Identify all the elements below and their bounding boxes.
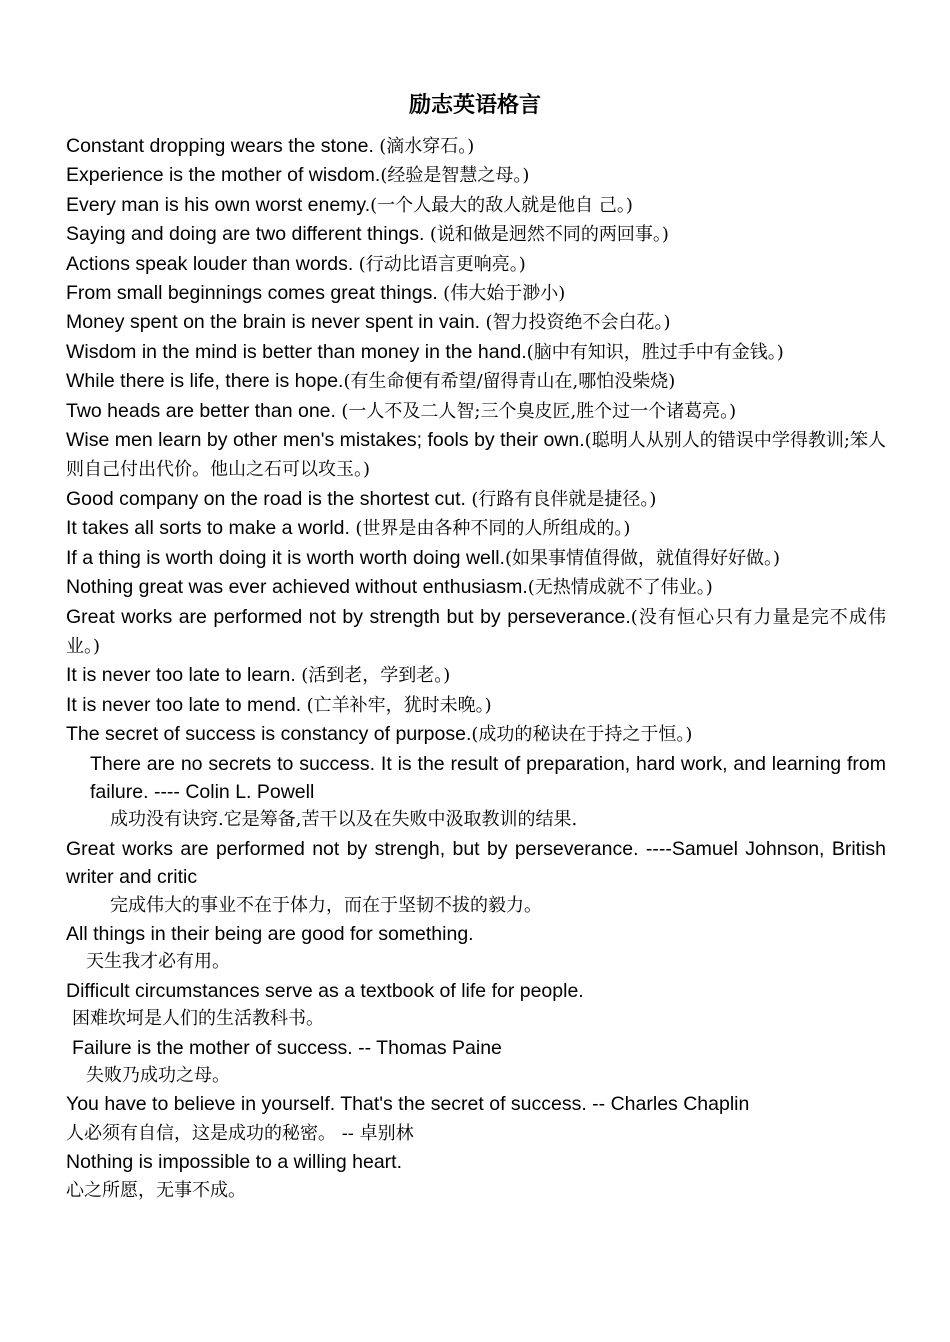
proverb-english: Nothing great was ever achieved without enthusiasm. xyxy=(66,576,528,599)
proverb-line xyxy=(66,720,886,749)
proverb-english: Actions speak louder than words. xyxy=(66,252,359,275)
quote-english: Difficult circumstances serve as a textbook of life for people. xyxy=(66,979,584,1002)
proverb-english: From small beginnings comes great things. xyxy=(66,282,444,305)
proverb-english: The secret of success is constancy of purpose. xyxy=(66,723,472,746)
quote-english: Nothing is impossible to a willing heart. xyxy=(66,1151,402,1174)
proverb-line xyxy=(66,661,886,690)
proverb-chinese: (说和做是迥然不同的两回事。) xyxy=(429,224,669,246)
quote-chinese: 人必须有自信，这是成功的秘密。 xyxy=(66,1122,336,1144)
proverb-chinese: (无热情成就不了伟业。) xyxy=(527,577,713,599)
proverb-english: Wise men learn by other men's mistakes; fools by their own. xyxy=(66,429,585,452)
proverb-english: If a thing is worth doing it is worth worth doing well. xyxy=(66,546,505,569)
proverb-english: Saying and doing are two different things. xyxy=(66,223,430,246)
proverb-chinese: (如果事情值得做，就值得好好做。) xyxy=(504,547,781,569)
proverb-line xyxy=(66,485,886,514)
quote-chinese: 完成伟大的事业不在于体力，而在于坚韧不拔的毅力。 xyxy=(110,894,542,916)
proverb-english: It is never too late to mend. xyxy=(66,693,307,716)
proverb-chinese: (伟大始于渺小) xyxy=(443,283,566,305)
quote-chinese: 天生我才必有用。 xyxy=(86,951,230,973)
proverb-line xyxy=(66,367,886,396)
proverb-chinese: (行动比语言更响亮。) xyxy=(358,253,526,275)
proverb-chinese: (没有恒心只有力量是完不成伟业。) xyxy=(66,606,886,657)
proverb-chinese: (有生命便有希望/留得青山在,哪怕没柴烧) xyxy=(343,371,676,393)
proverb-english: Good company on the road is the shortest cut. xyxy=(66,487,472,510)
proverb-line xyxy=(66,691,886,720)
proverb-chinese: (脑中有知识，胜过手中有金钱。) xyxy=(526,341,784,363)
proverb-line xyxy=(66,250,886,279)
proverb-chinese: (亡羊补牢，犹时未晚。) xyxy=(306,694,492,716)
proverb-english: Constant dropping wears the stone. xyxy=(66,135,380,157)
proverb-line xyxy=(66,308,886,337)
quote-english: There are no secrets to success. It is the result of preparation, hard work, and learning from failure. ---- Colin L. Powell xyxy=(90,752,886,803)
proverb-english: Wisdom in the mind is better than money in the hand. xyxy=(66,340,527,363)
proverb-english: It is never too late to learn. xyxy=(66,664,302,687)
proverb-chinese: (滴水穿石。) xyxy=(379,136,475,157)
proverb-line xyxy=(66,397,886,426)
proverb-chinese: (活到老，学到老。) xyxy=(301,665,451,687)
proverb-english: Two heads are better than one. xyxy=(66,399,342,422)
proverb-line xyxy=(66,338,886,367)
quote-english: You have to believe in yourself. That's the secret of success. -- Charles Chaplin xyxy=(66,1093,750,1116)
proverb-chinese: (行路有良伴就是捷径。) xyxy=(471,488,657,510)
proverb-chinese: (成功的秘诀在于持之于恒。) xyxy=(471,724,693,746)
proverb-line xyxy=(66,603,886,662)
proverb-chinese: (一人不及二人智;三个臭皮匠,胜个过一个诸葛亮。) xyxy=(341,400,737,422)
quote-english: Great works are performed not by strengh, but by perseverance. ----Samuel Johnson, British writer and critic xyxy=(66,837,886,889)
proverb-english: Great works are performed not by strength but by perseverance. xyxy=(66,605,631,628)
proverb-chinese: (聪明人从别人的错误中学得教训;笨人则自己付出代价。他山之石可以攻玉。) xyxy=(66,430,886,481)
proverb-english: While there is life, there is hope. xyxy=(66,370,344,393)
proverb-chinese: (一个人最大的敌人就是他自 己。) xyxy=(370,194,633,216)
proverb-line xyxy=(66,161,886,190)
quote-chinese: 失败乃成功之母。 xyxy=(86,1065,230,1086)
document-body xyxy=(66,132,886,1205)
proverb-line xyxy=(66,573,886,602)
quote-chinese-line xyxy=(66,1119,886,1148)
proverb-line xyxy=(66,220,886,249)
proverb-chinese: (智力投资绝不会白花。) xyxy=(485,312,671,334)
proverb-english: Every man is his own worst enemy. xyxy=(66,193,371,216)
quote-chinese: 心之所愿，无事不成。 xyxy=(66,1179,246,1201)
proverb-chinese: (世界是由各种不同的人所组成的。) xyxy=(355,518,631,540)
quote-english: Failure is the mother of success. -- Thomas Paine xyxy=(72,1036,502,1059)
proverb-english: Experience is the mother of wisdom. xyxy=(66,164,381,187)
proverb-line xyxy=(66,132,886,161)
proverb-english: It takes all sorts to make a world. xyxy=(66,517,356,540)
page-title: 励志英语格言 xyxy=(408,93,541,118)
proverb-line xyxy=(66,426,886,485)
proverb-line xyxy=(66,544,886,573)
proverb-english: Money spent on the brain is never spent in vain. xyxy=(66,311,486,334)
quote-english: All things in their being are good for something. xyxy=(66,922,474,945)
quote-chinese: 成功没有诀窍.它是筹备,苦干以及在失败中汲取教训的结果. xyxy=(110,809,578,831)
quote-chinese: 困难坎坷是人们的生活教科书。 xyxy=(72,1008,324,1030)
proverb-chinese: (经验是智慧之母。) xyxy=(380,165,530,187)
proverb-line xyxy=(66,279,886,308)
proverb-line xyxy=(66,514,886,543)
proverb-line xyxy=(66,191,886,220)
quote-author: -- 卓别林 xyxy=(336,1122,414,1144)
